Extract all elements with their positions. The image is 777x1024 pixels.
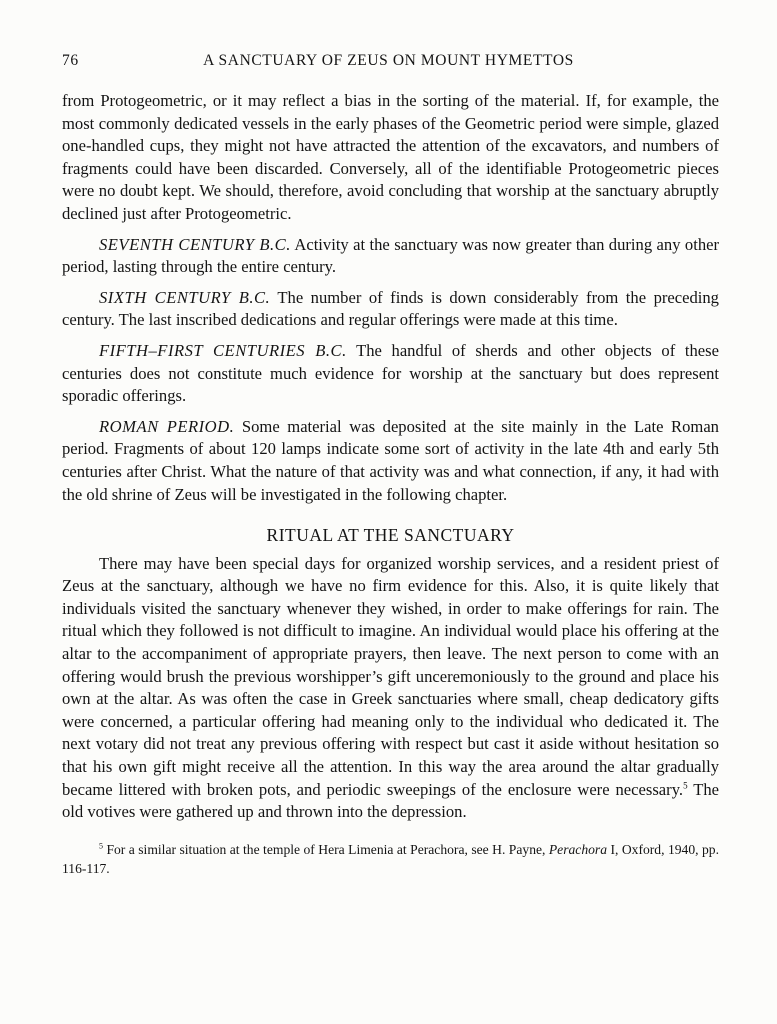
section-heading: RITUAL AT THE SANCTUARY <box>266 525 515 546</box>
paragraph-ritual <box>62 553 719 824</box>
paragraph-text: The handful of sherds and other objects of these centuries does not constitute much evidence for worship at the sanctuary but does represent sporadic offerings. <box>62 340 719 406</box>
paragraph-sixth-century <box>62 287 719 332</box>
paragraph-roman-period <box>62 416 719 506</box>
paragraph-text: There may have been special days for organized worship services, and a resident priest of Zeus at the sanctuary, although we have no firm evidence for this. Also, it is quite likely that individuals visited the sanctuary whenever they wished, in order to make offerings for rain. The ritual which they followed is not difficult to imagine. An individual would place his offering at the altar to the accompaniment of appropriate prayers, then leave. The next person to come with an offering would brush the previous worshipper’s gift unceremoniously to the ground and place his own at the altar. As was often the case in Greek sanctuaries where small, cheap dedicatory gifts were concerned, a particular offering had meaning only to the individual who dedicated it. The next votary did not treat any previous offering with respect but cast it aside without hesitation so that his own gift might receive all the attention. In this way the area around the altar gradually became littered with broken pots, and periodic sweepings of the enclosure were necessary. <box>62 553 719 799</box>
period-heading-seventh: SEVENTH CENTURY B.C. <box>99 234 291 254</box>
page-number: 76 <box>62 52 79 69</box>
body-text <box>62 90 719 878</box>
paragraph-text: Activity at the sanctuary was now greater than during any other period, lasting through the entire century. <box>62 234 720 277</box>
paragraph-seventh-century <box>62 234 719 279</box>
paragraph-intro: from Protogeometric, or it may reflect a bias in the sorting of the material. If, for example, the most commonly dedicated vessels in the early phases of the Geometric period were simple, glazed one-handled cups, they might not have attracted the attention of the excavators, and numbers of fragments could have been discarded. Conversely, all of the identifiable Protogeometric pieces were no doubt kept. We should, therefore, avoid concluding that worship at the sanctuary abruptly declined just after Protogeometric. <box>62 91 719 223</box>
footnote-text: For a similar situation at the temple of Hera Limenia at Perachora, see H. Payne, <box>103 841 549 857</box>
paragraph-fifth-first-centuries <box>62 340 719 408</box>
paragraph-text: The old votives were gathered up and thrown into the depression. <box>62 779 720 822</box>
footnote-text: I, Oxford, 1940, pp. 116-117. <box>62 841 719 876</box>
paragraph-text: The number of finds is down considerably from the preceding century. The last inscribed dedications and regular offerings were made at this time. <box>62 287 719 330</box>
footnote-title: Perachora <box>548 841 608 857</box>
paragraph-text: Some material was deposited at the site mainly in the Late Roman period. Fragments of about 120 lamps indicate some sort of activity in the late 4th and early 5th centuries after Christ. What the nature of that activity was and what connection, if any, it had with the old shrine of Zeus will be investigated in the following chapter. <box>62 416 719 504</box>
page-header <box>60 52 717 70</box>
period-heading-roman: ROMAN PERIOD. <box>99 416 235 436</box>
footnote-reference: 5 <box>683 780 688 791</box>
period-heading-fifth-first: FIFTH–FIRST CENTURIES B.C. <box>99 340 347 360</box>
running-head: A SANCTUARY OF ZEUS ON MOUNT HYMETTOS <box>203 52 574 69</box>
footnote-number: 5 <box>99 841 103 851</box>
footnote <box>62 840 719 878</box>
period-heading-sixth: SIXTH CENTURY B.C. <box>99 287 271 307</box>
